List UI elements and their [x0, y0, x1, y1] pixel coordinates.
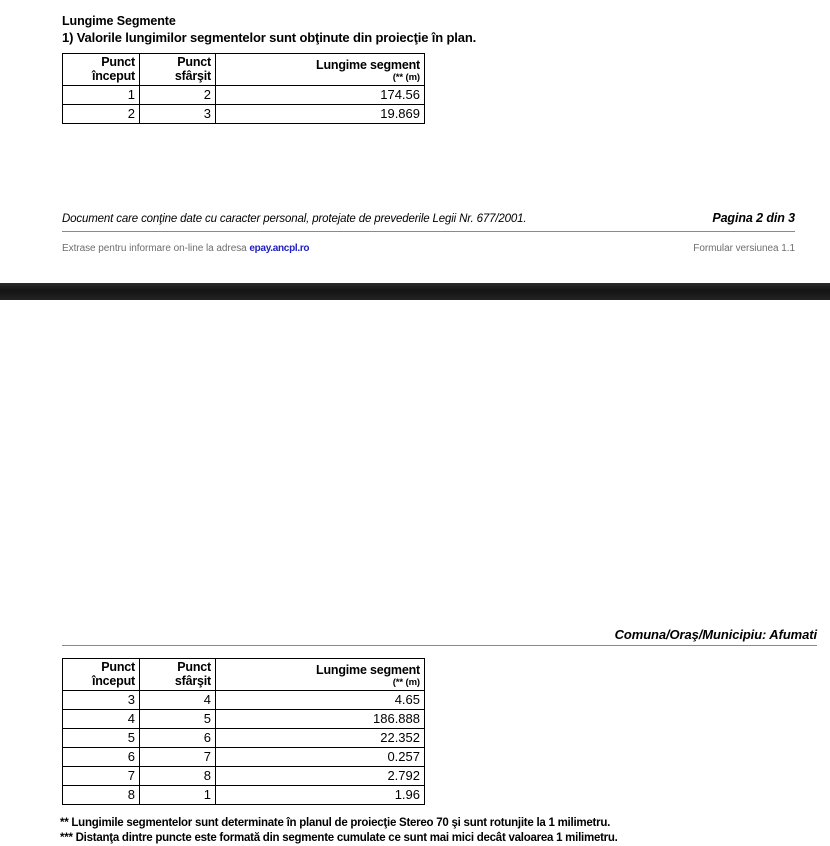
cell-point-start: 7	[63, 767, 140, 786]
column-header-point-start-line1: Punct	[101, 660, 135, 674]
cell-point-end: 8	[140, 767, 216, 786]
footnote-double-asterisk: ** Lungimile segmentelor sunt determinate în planul de proiecţie Stereo 70 şi sunt rotunjite la 1 milimetru.	[60, 817, 611, 829]
cell-segment-length: 0.257	[216, 748, 425, 767]
footnote-triple-asterisk: *** Distanţa dintre puncte este formată din segmente cumulate ce sunt mai mici decât valoarea 1 milimetru.	[60, 832, 618, 844]
footer-legal-row	[62, 211, 795, 225]
table-header-row	[63, 659, 425, 691]
table-row	[63, 748, 425, 767]
column-header-point-end	[140, 54, 216, 86]
cell-segment-length: 4.65	[216, 691, 425, 710]
page-title: Lungime Segmente	[62, 14, 176, 28]
cell-point-end: 7	[140, 748, 216, 767]
column-header-point-start	[63, 54, 140, 86]
cell-point-end: 6	[140, 729, 216, 748]
column-header-point-end-line2: sfârşit	[174, 674, 211, 688]
column-header-point-end-line1: Punct	[177, 660, 211, 674]
cell-point-start: 3	[63, 691, 140, 710]
cell-point-start: 4	[63, 710, 140, 729]
column-header-point-start-line1: Punct	[101, 55, 135, 69]
page-two-header-divider	[62, 645, 817, 646]
column-header-segment-length-unit: (** (m)	[392, 677, 420, 688]
segment-length-table-one	[62, 53, 425, 124]
table-row	[63, 86, 425, 105]
table-row	[63, 786, 425, 805]
column-header-point-start-line2: început	[91, 674, 135, 688]
cell-segment-length: 2.792	[216, 767, 425, 786]
cell-segment-length: 186.888	[216, 710, 425, 729]
epay-ancpi-link[interactable]: epay.ancpl.ro	[249, 243, 310, 254]
table-row	[63, 105, 425, 124]
cell-segment-length: 22.352	[216, 729, 425, 748]
column-header-segment-length-title: Lungime segment	[316, 663, 420, 677]
cell-point-end: 1	[140, 786, 216, 805]
locality-label: Comuna/Oraş/Municipiu: Afumati	[614, 627, 817, 642]
footer-form-version: Formular versiunea 1.1	[693, 243, 795, 254]
footer-meta-row	[62, 243, 795, 254]
cell-point-end: 4	[140, 691, 216, 710]
table-row	[63, 691, 425, 710]
column-header-segment-length	[216, 54, 425, 86]
cell-segment-length: 19.869	[216, 105, 425, 124]
table-row	[63, 710, 425, 729]
footer-divider	[62, 231, 795, 232]
document-page-two	[0, 300, 830, 844]
column-header-point-start	[63, 659, 140, 691]
column-header-segment-length-title: Lungime segment	[316, 58, 420, 72]
column-header-point-end	[140, 659, 216, 691]
segment-length-table-two	[62, 658, 425, 805]
cell-point-end: 5	[140, 710, 216, 729]
column-header-segment-length-unit: (** (m)	[392, 72, 420, 83]
table-row	[63, 767, 425, 786]
column-header-point-end-line2: sfârşit	[174, 69, 211, 83]
footnotes-block	[60, 816, 820, 846]
footer-legal-notice: Document care conţine date cu caracter personal, protejate de prevederile Legii Nr. 677/2001.	[62, 213, 527, 225]
page-two-header-row	[62, 626, 817, 644]
column-header-point-start-line2: început	[91, 69, 135, 83]
table-header-row	[63, 54, 425, 86]
footer-online-info	[62, 243, 309, 254]
column-header-segment-length	[216, 659, 425, 691]
page-separator-band	[0, 283, 830, 300]
footer-page-indicator: Pagina 2 din 3	[712, 211, 795, 225]
page-title-block	[62, 13, 782, 46]
cell-point-start: 1	[63, 86, 140, 105]
cell-point-start: 6	[63, 748, 140, 767]
page-subtitle: 1) Valorile lungimilor segmentelor sunt obţinute din proiecţie în plan.	[62, 30, 477, 45]
cell-point-start: 2	[63, 105, 140, 124]
column-header-point-end-line1: Punct	[177, 55, 211, 69]
cell-segment-length: 174.56	[216, 86, 425, 105]
cell-segment-length: 1.96	[216, 786, 425, 805]
cell-point-start: 8	[63, 786, 140, 805]
footer-online-info-text: Extrase pentru informare on-line la adresa	[62, 243, 250, 254]
cell-point-end: 3	[140, 105, 216, 124]
table-row	[63, 729, 425, 748]
document-page-one	[0, 0, 830, 283]
cell-point-start: 5	[63, 729, 140, 748]
cell-point-end: 2	[140, 86, 216, 105]
